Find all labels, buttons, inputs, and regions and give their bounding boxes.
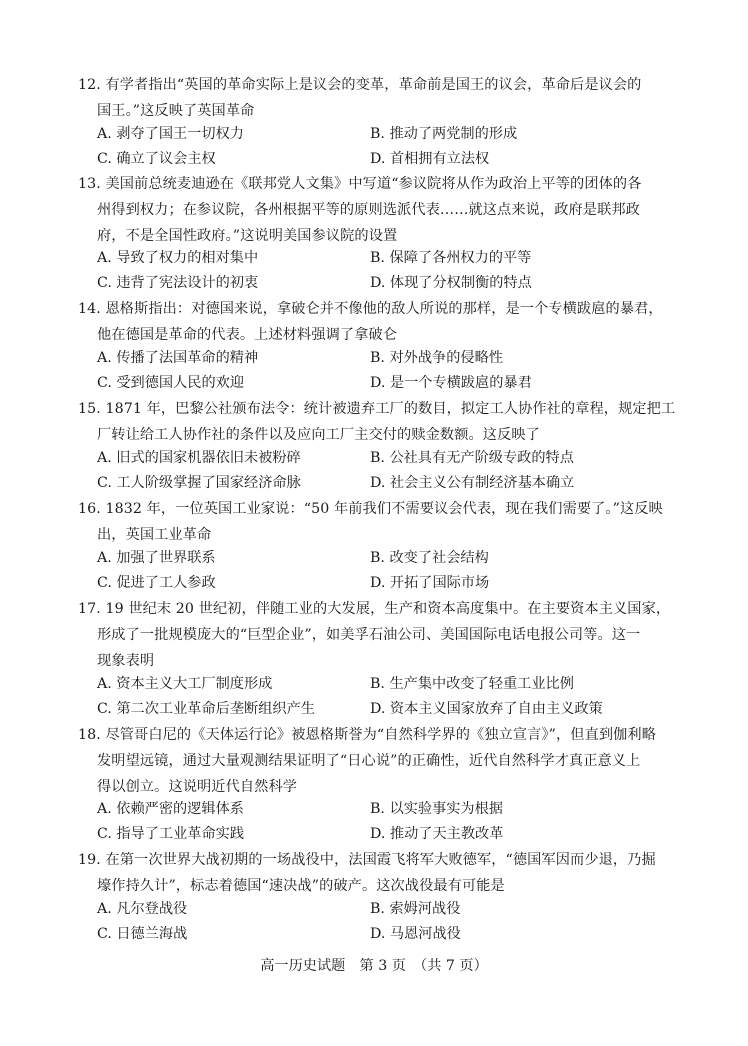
question-12-option-b: B. 推动了两党制的形成: [370, 126, 518, 142]
question-18-option-d: D. 推动了天主教改革: [370, 826, 504, 842]
question-text-line: 17. 19 世纪末 20 世纪初，伴随工业的大发展，生产和资本高度集中。在主要资本主义国家，: [78, 601, 671, 617]
question-text-line: 得以创立。这说明近代自然科学: [97, 779, 298, 795]
question-text-line: 州得到权力；在参议院，各州根据平等的原则选派代表……就这点来说，政府是联邦政: [97, 202, 640, 218]
question-18-stem: [78, 722, 693, 800]
question-16-option-a: A. 加强了世界联系: [97, 550, 216, 566]
question-13-stem: [78, 171, 693, 249]
question-17-option-b: B. 生产集中改变了轻重工业比例: [370, 676, 574, 692]
question-16-option-b: B. 改变了社会结构: [370, 550, 489, 566]
question-15-option-a: A. 旧式的国家机器依旧未被粉碎: [97, 450, 301, 466]
question-12-stem: [78, 72, 693, 124]
question-text-line: 厂转让给工人协作社的条件以及应向工厂主交付的赎金数额。这反映了: [97, 427, 540, 443]
question-text-line: 国王。”这反映了英国革命: [97, 103, 255, 119]
question-text-line: 16. 1832 年，一位英国工业家说：“50 年前我们不需要议会代表，现在我们需要了。”这反映: [78, 501, 663, 517]
question-16-stem: [78, 496, 693, 548]
question-text-line: 15. 1871 年，巴黎公社颁布法令：统计被遗弃工厂的数目，拟定工人协作社的章程，规定把工: [78, 401, 676, 417]
question-text-line: 12. 有学者指出“英国的革命实际上是议会的变革，革命前是国王的议会，革命后是议会的: [78, 77, 642, 93]
question-17-stem: [78, 596, 693, 674]
question-15-option-d: D. 社会主义公有制经济基本确立: [370, 475, 575, 491]
question-text-line: 他在德国是革命的代表。上述材料强调了拿破仑: [97, 327, 398, 343]
question-19-stem: [78, 847, 693, 899]
question-15-stem: [78, 396, 693, 448]
question-14-option-a: A. 传播了法国革命的精神: [97, 350, 259, 366]
question-text-line: 发明望远镜，通过大量观测结果证明了“日心说”的正确性，近代自然科学才真正意义上: [97, 753, 641, 769]
question-17-option-a: A. 资本主义大工厂制度形成: [97, 676, 273, 692]
question-12-option-d: D. 首相拥有立法权: [370, 151, 490, 167]
question-text-line: 14. 恩格斯指出：对德国来说，拿破仑并不像他的敌人所说的那样，是一个专横跋扈的暴君，: [78, 301, 663, 317]
question-17-option-c: C. 第二次工业革命后垄断组织产生: [97, 701, 315, 717]
question-19-option-d: D. 马恩河战役: [370, 926, 461, 942]
page-footer: 高一历史试题 第 3 页 （共 7 页）: [260, 958, 488, 974]
question-16-option-c: C. 促进了工人参政: [97, 575, 216, 591]
question-text-line: 形成了一批规模庞大的“巨型企业”，如美孚石油公司、美国国际电话电报公司等。这一: [97, 627, 641, 643]
question-19-option-a: A. 凡尔登战役: [97, 901, 188, 917]
question-13-option-a: A. 导致了权力的相对集中: [97, 250, 259, 266]
question-13-option-b: B. 保障了各州权力的平等: [370, 250, 532, 266]
question-text-line: 出，英国工业革命: [97, 527, 212, 543]
question-text-line: 13. 美国前总统麦迪逊在《联邦党人文集》中写道“参议院将从作为政治上平等的团体的各: [78, 176, 642, 192]
question-text-line: 19. 在第一次世界大战初期的一场战役中，法国霞飞将军大败德军，“德国军因而少退，乃掘: [78, 852, 656, 868]
question-15-option-c: C. 工人阶级掌握了国家经济命脉: [97, 475, 301, 491]
question-text-line: 18. 尽管哥白尼的《天体运行论》被恩格斯誉为“自然科学界的《独立宣言》”，但直到伽利略: [78, 727, 657, 743]
question-16-option-d: D. 开拓了国际市场: [370, 575, 490, 591]
question-13-option-d: D. 体现了分权制衡的特点: [370, 275, 532, 291]
question-17-option-d: D. 资本主义国家放弃了自由主义政策: [370, 701, 603, 717]
question-18-option-c: C. 指导了工业革命实践: [97, 826, 245, 842]
question-14-option-c: C. 受到德国人民的欢迎: [97, 375, 245, 391]
question-19-option-b: B. 索姆河战役: [370, 901, 461, 917]
question-12-option-a: A. 剥夺了国王一切权力: [97, 126, 244, 142]
question-18-option-b: B. 以实验事实为根据: [370, 801, 503, 817]
question-19-option-c: C. 日德兰海战: [97, 926, 188, 942]
question-12-option-c: C. 确立了议会主权: [97, 151, 216, 167]
question-text-line: 府，不是全国性政府。”这说明美国参议院的设置: [97, 228, 398, 244]
question-14-option-d: D. 是一个专横跋扈的暴君: [370, 375, 532, 391]
question-text-line: 现象表明: [97, 653, 155, 669]
question-text-line: 壕作持久计”，标志着德国“速决战”的破产。这次战役最有可能是: [97, 878, 505, 894]
question-15-option-b: B. 公社具有无产阶级专政的特点: [370, 450, 574, 466]
question-14-stem: [78, 296, 693, 348]
question-14-option-b: B. 对外战争的侵略性: [370, 350, 503, 366]
question-13-option-c: C. 违背了宪法设计的初衷: [97, 275, 259, 291]
question-18-option-a: A. 依赖严密的逻辑体系: [97, 801, 244, 817]
